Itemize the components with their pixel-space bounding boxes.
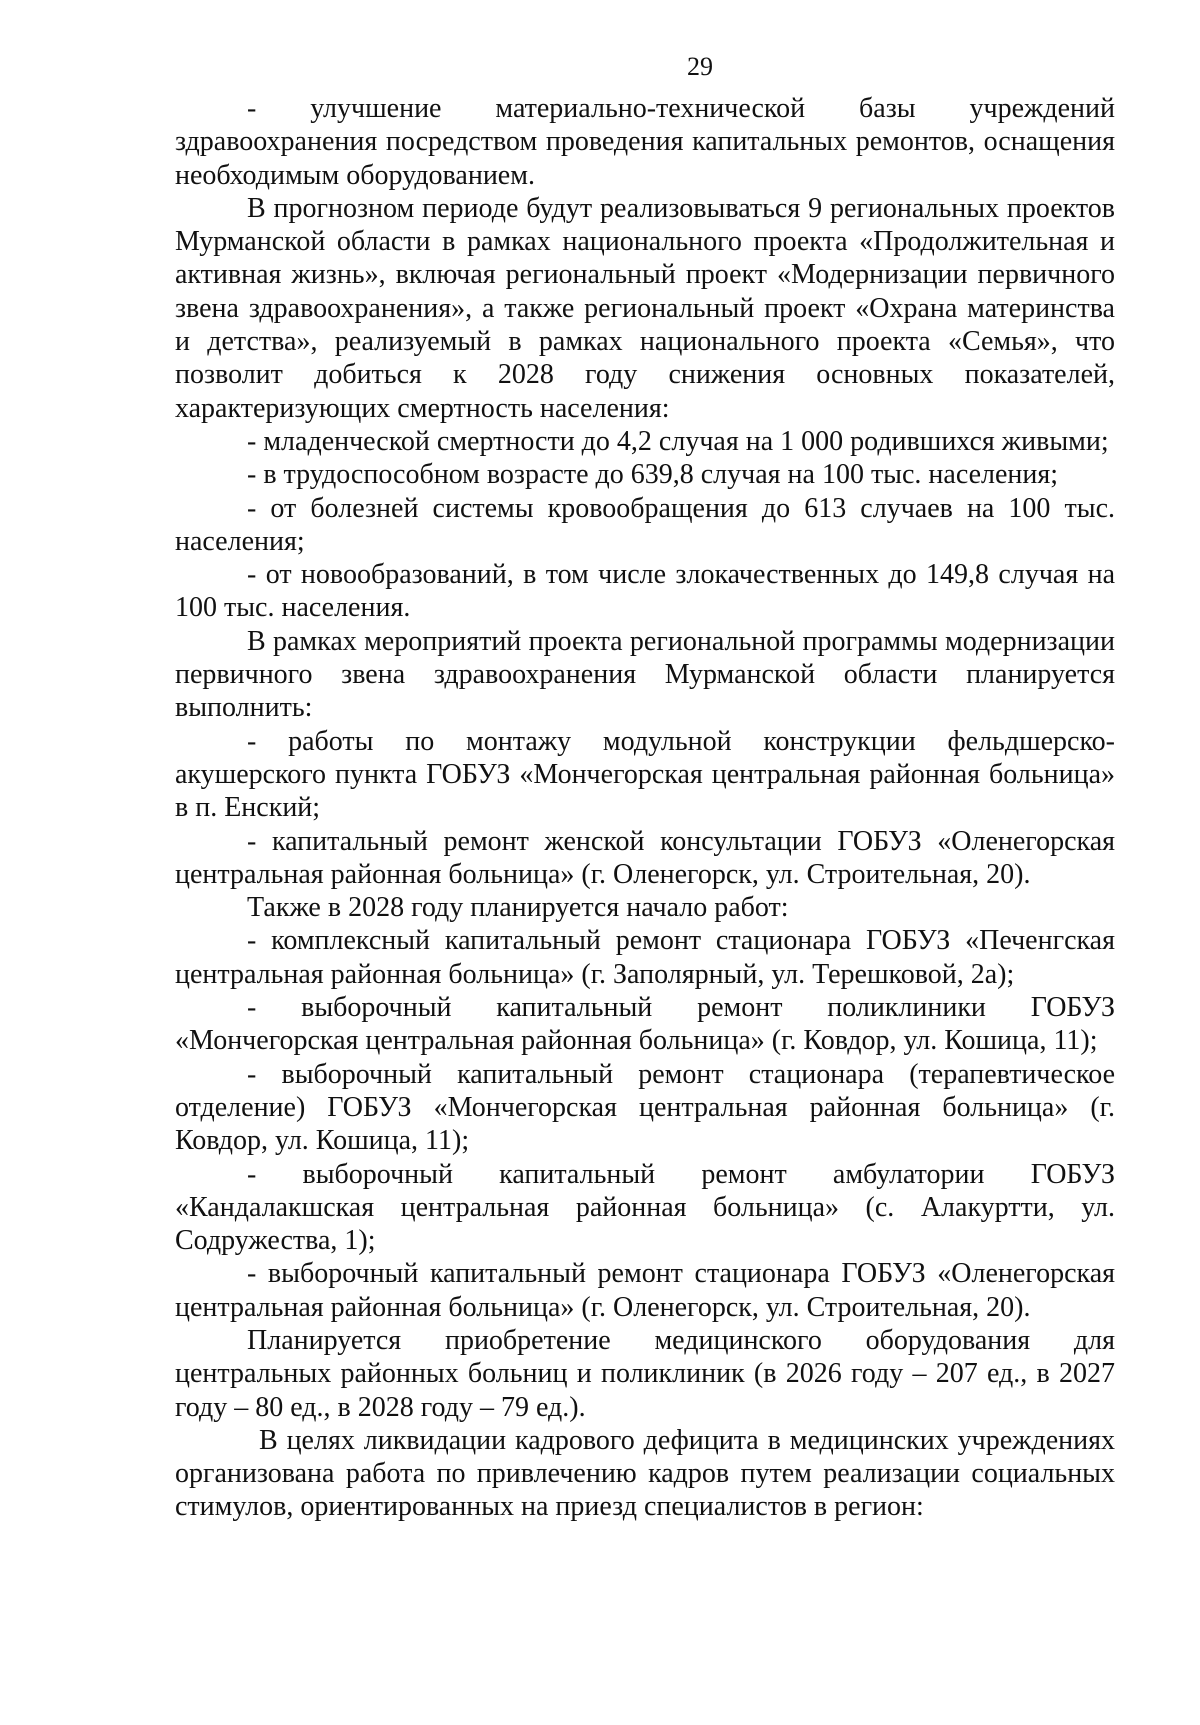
paragraph-3: - младенческой смертности до 4,2 случая на 1 000 родившихся живыми; — [247, 425, 1109, 457]
page-number: 29 — [687, 52, 713, 81]
paragraph-11: - комплексный капитальный ремонт стационара ГОБУЗ «Печенгская центральная районная больница» (г. Заполярный, ул. Терешковой, 2а); — [175, 925, 1115, 990]
paragraph-5: - от болезней системы кровообращения до 613 случаев на 100 тыс. населения; — [175, 492, 1115, 557]
paragraph-10: Также в 2028 году планируется начало работ: — [247, 892, 789, 924]
paragraph-14: - выборочный капитальный ремонт амбулатории ГОБУЗ «Кандалакшская центральная районная больница» (с. Алакуртти, ул. Содружества, 1); — [175, 1158, 1115, 1257]
paragraph-2: В прогнозном периоде будут реализовываться 9 региональных проектов Мурманской области в рамках национального проекта «Продолжительная и активная жизнь», включая региональный проект «Модернизации первичного звена здравоохранения», а также региональный проект «Охрана материнства и детства», реализуемый в рамках национального проекта «Семья», что позволит добиться к 2028 году снижения основных показателей, характеризующих смертность населения: — [175, 192, 1115, 424]
paragraph-15: - выборочный капитальный ремонт стационара ГОБУЗ «Оленегорская центральная районная больница» (г. Оленегорск, ул. Строительная, 20). — [175, 1258, 1115, 1323]
paragraph-1: - улучшение материально-технической базы учреждений здравоохранения посредством проведения капитальных ремонтов, оснащения необходимым оборудованием. — [175, 93, 1115, 191]
paragraph-7: В рамках мероприятий проекта региональной программы модернизации первичного звена здравоохранения Мурманской области планируется выполнить: — [175, 625, 1115, 724]
paragraph-12: - выборочный капитальный ремонт поликлиники ГОБУЗ «Мончегорская центральная районная больница» (г. Ковдор, ул. Кошица, 11); — [175, 992, 1115, 1057]
paragraph-4: - в трудоспособном возрасте до 639,8 случая на 100 тыс. населения; — [247, 459, 1059, 491]
paragraph-13: - выборочный капитальный ремонт стационара (терапевтическое отделение) ГОБУЗ «Мончегорская центральная районная больница» (г. Ковдор, ул. Кошица, 11); — [175, 1058, 1115, 1157]
paragraph-6: - от новообразований, в том числе злокачественных до 149,8 случая на 100 тыс. населения. — [175, 559, 1115, 624]
paragraph-17: В целях ликвидации кадрового дефицита в медицинских учреждениях организована работа по привлечению кадров путем реализации социальных стимулов, ориентированных на приезд специалистов в регион: — [175, 1424, 1115, 1523]
paragraph-8: - работы по монтажу модульной конструкции фельдшерско-акушерского пункта ГОБУЗ «Мончегорская центральная районная больница» в п. Енский; — [175, 725, 1115, 824]
paragraph-9: - капитальный ремонт женской консультации ГОБУЗ «Оленегорская центральная районная больница» (г. Оленегорск, ул. Строительная, 20). — [175, 825, 1115, 890]
paragraph-16: Планируется приобретение медицинского оборудования для центральных районных больниц и поликлиник (в 2026 году – 207 ед., в 2027 году – 80 ед., в 2028 году – 79 ед.). — [175, 1324, 1115, 1423]
